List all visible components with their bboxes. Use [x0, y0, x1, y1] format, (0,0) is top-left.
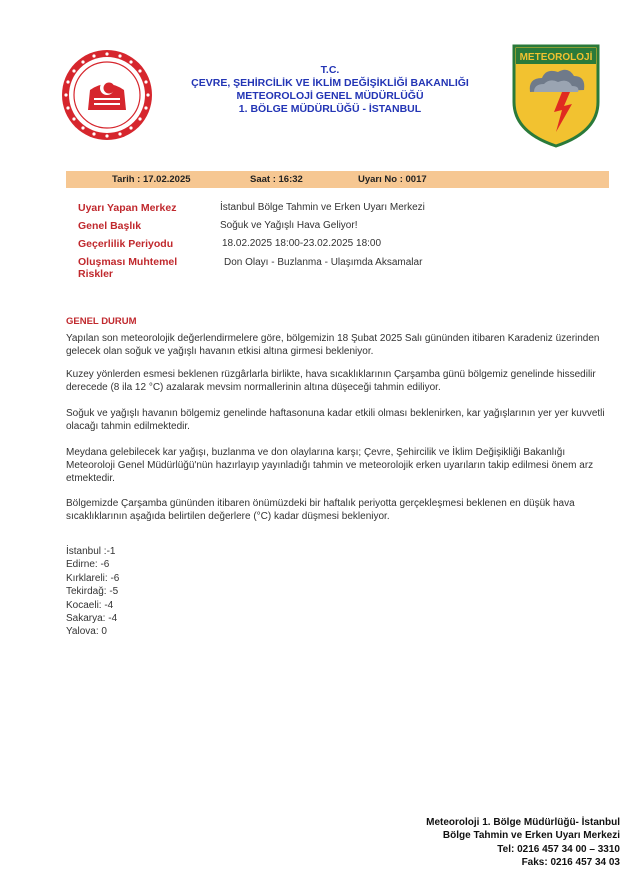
ministry-seal-logo: [60, 48, 154, 142]
meteoroloji-shield-logo: [512, 44, 600, 148]
footer-fax: Faks: 0216 457 34 03: [521, 857, 620, 869]
paragraph-5: Bölgemizde Çarşamba gününden itibaren önümüzdeki bir haftalık periyotta gerçekleşmesi beklenen en düşük hava sıcaklıklarının aşağıda belirtilen değerlere (°C) kadar düşmesi bekleniyor.: [66, 498, 575, 522]
center-label: Uyarı Yapan Merkez: [78, 202, 177, 214]
paragraph-3: Soğuk ve yağışlı havanın bölgemiz genelinde haftasonuna kadar etkili olması beklenirken, kar yağışlarının yer yer kuvvetli olacağı tahmin edilmektedir.: [66, 408, 605, 432]
footer-phone: Tel: 0216 457 34 00 – 3310: [497, 843, 620, 855]
logo-text: METEOROLOJİ: [519, 52, 593, 63]
header-title-block: [180, 64, 480, 116]
footer-office: Meteoroloji 1. Bölge Müdürlüğü- İstanbul: [426, 817, 620, 828]
temperature-item: Edirne: -6: [66, 559, 110, 571]
validity-value: 18.02.2025 18:00-23.02.2025 18:00: [222, 238, 382, 249]
validity-label: Geçerlilik Periyodu: [78, 238, 174, 250]
temperature-item: İstanbul :-1: [66, 546, 116, 557]
header-line-region: 1. BÖLGE MÜDÜRLÜĞÜ - İSTANBUL: [238, 103, 422, 115]
warning-number-text: Uyarı No : 0017: [358, 174, 427, 185]
paragraph-4: Meydana gelebilecek kar yağışı, buzlanma ve don olaylarına karşı; Çevre, Şehircilik ve İklim Değişikliği Bakanlığı Meteoroloji Genel Müdürlüğü'nün hazırlayıp yayınladığı tahmin ve meteorolojik erken uyarıların takip edilmesi önem arz etmektedir.: [66, 447, 594, 484]
center-value: İstanbul Bölge Tahmin ve Erken Uyarı Merkezi: [220, 202, 425, 213]
title-value: Soğuk ve Yağışlı Hava Geliyor!: [220, 220, 358, 231]
date-text: Tarih : 17.02.2025: [112, 174, 191, 185]
info-bar: [66, 171, 609, 188]
section-title: GENEL DURUM: [66, 316, 137, 327]
paragraph-2: Kuzey yönlerden esmesi beklenen rüzgârlarla birlikte, hava sıcaklıklarının Çarşamba günü bölgemiz genelinde hissedilir derecede (8 ila 12 °C) azalarak mevsim normallerinin altına düşeceği tahmin ediliyor.: [66, 369, 596, 393]
header-line-tc: T.C.: [320, 64, 340, 76]
risks-value: Don Olayı - Buzlanma - Ulaşımda Aksamalar: [224, 257, 423, 268]
footer-center: Bölge Tahmin ve Erken Uyarı Merkezi: [442, 830, 620, 842]
temperature-item: Sakarya: -4: [66, 613, 118, 625]
header-line-directorate: METEOROLOJİ GENEL MÜDÜRLÜĞÜ: [236, 90, 424, 102]
temperature-item: Kocaeli: -4: [66, 599, 114, 611]
header-line-ministry: ÇEVRE, ŞEHİRCİLİK VE İKLİM DEĞİŞİKLİĞİ BAKANLIĞI: [191, 77, 469, 89]
time-text: Saat : 16:32: [250, 174, 303, 185]
risks-label: Oluşması Muhtemel Riskler: [78, 256, 178, 280]
title-label: Genel Başlık: [78, 220, 142, 232]
temperature-item: Tekirdağ: -5: [66, 586, 119, 598]
document-header: [0, 0, 640, 165]
document-footer: [426, 816, 620, 870]
paragraph-1: Yapılan son meteorolojik değerlendirmelere göre, bölgemizin 18 Şubat 2025 Salı gününden itibaren Karadeniz üzerinden gelecek olan soğuk ve yağışlı havanın etkisi altına girmesi bekleniyor.: [66, 333, 600, 357]
temperature-list: [66, 545, 119, 639]
temperature-item: Kırklareli: -6: [66, 572, 120, 584]
temperature-item: Yalova: 0: [66, 626, 107, 638]
